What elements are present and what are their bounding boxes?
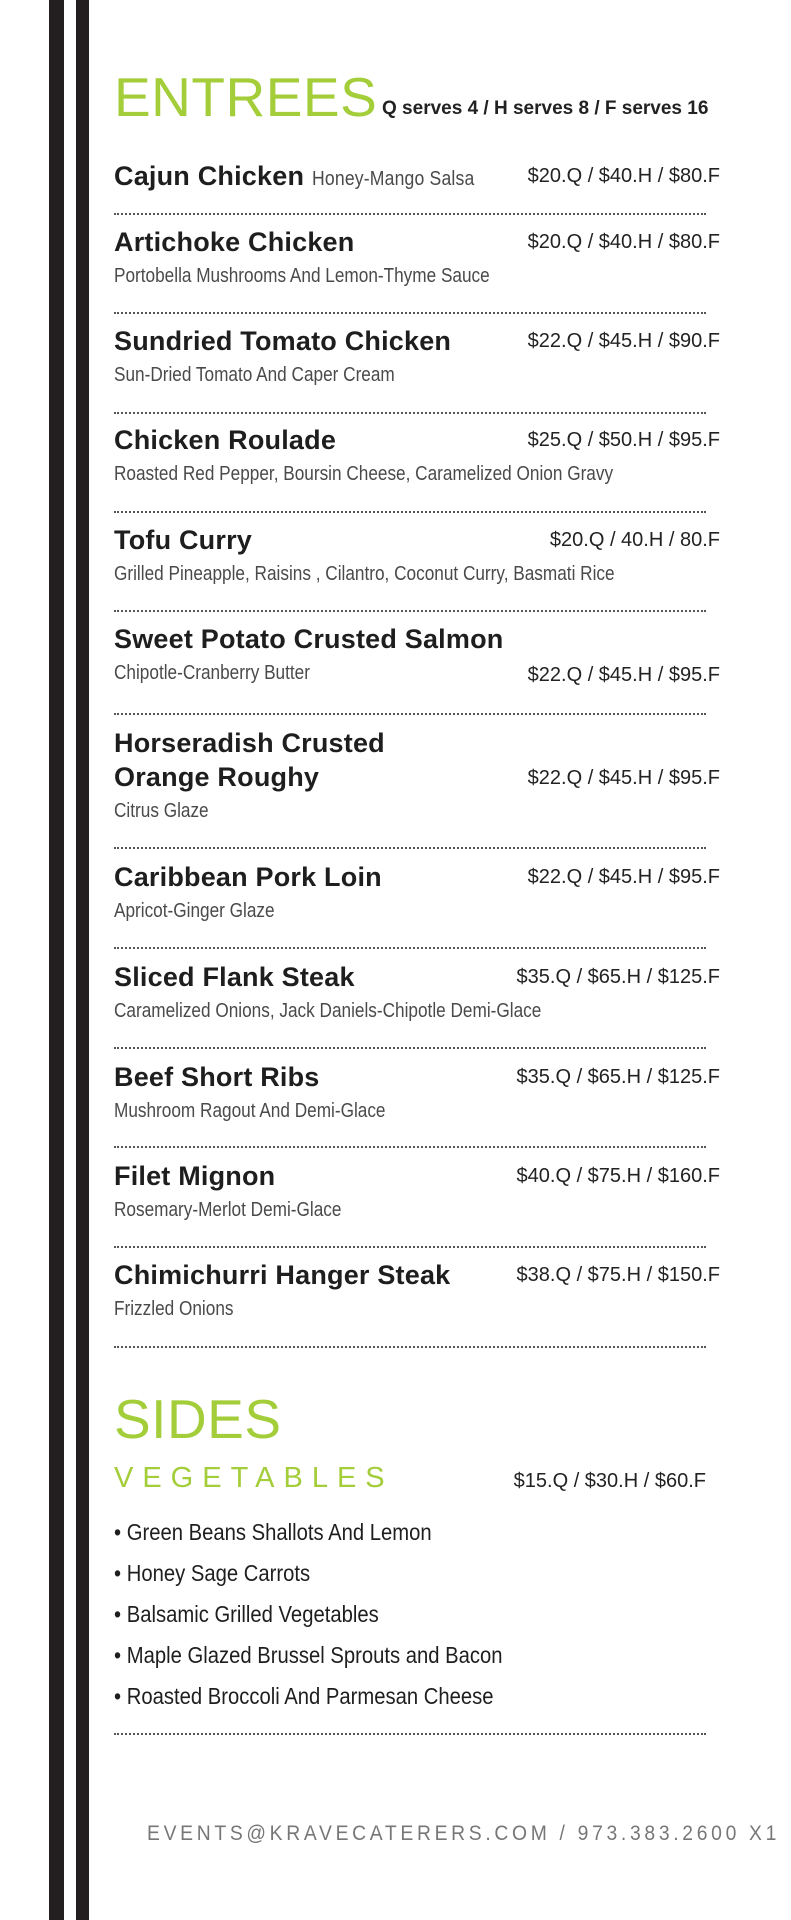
dotted-divider (114, 412, 706, 414)
item-description: Apricot-Ginger Glaze (114, 900, 275, 922)
dotted-divider (114, 1146, 706, 1148)
list-item: • Roasted Broccoli And Parmesan Cheese (114, 1683, 494, 1709)
item-name: Sweet Potato Crusted Salmon (114, 624, 504, 654)
list-item: • Balsamic Grilled Vegetables (114, 1601, 379, 1627)
item-price: $22.Q / $45.H / $95.F (527, 767, 720, 789)
item-description: Grilled Pineapple, Raisins , Cilantro, Coconut Curry, Basmati Rice (114, 563, 615, 585)
menu-item (114, 523, 720, 587)
menu-item (114, 726, 720, 824)
item-description: Portobella Mushrooms And Lemon-Thyme Sauce (114, 265, 490, 287)
vegetables-price: $15.Q / $30.H / $60.F (513, 1470, 706, 1492)
item-description: Rosemary-Merlot Demi-Glace (114, 1199, 342, 1221)
dotted-divider (114, 610, 706, 612)
dotted-divider (114, 1733, 706, 1735)
menu-item (114, 324, 720, 388)
menu-item (114, 622, 720, 686)
item-price: $25.Q / $50.H / $95.F (527, 429, 720, 451)
menu-item (114, 1258, 720, 1322)
item-name: Chicken Roulade (114, 425, 337, 455)
menu-item (114, 960, 720, 1024)
left-stripe-outer (49, 0, 64, 1920)
item-name: Tofu Curry (114, 525, 252, 555)
list-item: • Green Beans Shallots And Lemon (114, 1519, 432, 1545)
item-price: $20.Q / 40.H / 80.F (549, 529, 720, 551)
item-description: Roasted Red Pepper, Boursin Cheese, Caramelized Onion Gravy (114, 463, 614, 485)
dotted-divider (114, 947, 706, 949)
item-description: Sun-Dried Tomato And Caper Cream (114, 364, 395, 386)
item-description: Caramelized Onions, Jack Daniels-Chipotle Demi-Glace (114, 1000, 542, 1022)
item-price: $35.Q / $65.H / $125.F (516, 966, 720, 988)
menu-item (114, 159, 720, 196)
item-price: $40.Q / $75.H / $160.F (516, 1165, 720, 1187)
dotted-divider (114, 1047, 706, 1049)
item-price: $22.Q / $45.H / $95.F (527, 664, 720, 686)
sides-title: SIDES (114, 1388, 282, 1450)
menu-item (114, 1159, 720, 1223)
dotted-divider (114, 847, 706, 849)
item-name: Sundried Tomato Chicken (114, 326, 452, 356)
serves-legend: Q serves 4 / H serves 8 / F serves 16 (382, 98, 709, 119)
vegetables-title: VEGETABLES (114, 1462, 394, 1494)
item-price: $22.Q / $45.H / $90.F (527, 330, 720, 352)
left-stripe-inner (76, 0, 89, 1920)
menu-item (114, 423, 720, 487)
item-description: Chipotle-Cranberry Butter (114, 662, 310, 684)
item-price: $20.Q / $40.H / $80.F (527, 165, 720, 187)
contact-footer[interactable]: EVENTS@KRAVECATERERS.COM / 973.383.2600 X1 (147, 1822, 781, 1845)
item-description: Frizzled Onions (114, 1298, 234, 1320)
item-name: Caribbean Pork Loin (114, 862, 382, 892)
item-name: Sliced Flank Steak (114, 962, 355, 992)
entrees-title: ENTREES (114, 66, 378, 128)
list-item: • Honey Sage Carrots (114, 1560, 311, 1586)
item-name: Artichoke Chicken (114, 227, 355, 257)
list-item: • Maple Glazed Brussel Sprouts and Bacon (114, 1642, 503, 1668)
item-price: $20.Q / $40.H / $80.F (527, 231, 720, 253)
dotted-divider (114, 213, 706, 215)
dotted-divider (114, 511, 706, 513)
item-name-line1: Horseradish Crusted (114, 728, 385, 758)
menu-item (114, 860, 720, 924)
menu-item (114, 225, 720, 289)
item-name: Chimichurri Hanger Steak (114, 1260, 451, 1290)
menu-item (114, 1060, 720, 1124)
dotted-divider (114, 1246, 706, 1248)
item-name: Cajun Chicken (114, 161, 305, 191)
item-name: Filet Mignon (114, 1161, 276, 1191)
item-price: $35.Q / $65.H / $125.F (516, 1066, 720, 1088)
item-price: $38.Q / $75.H / $150.F (516, 1264, 720, 1286)
item-description: Citrus Glaze (114, 800, 209, 822)
item-name: Beef Short Ribs (114, 1062, 320, 1092)
item-description: Honey-Mango Salsa (312, 168, 475, 190)
vegetables-list (114, 1512, 555, 1717)
dotted-divider (114, 1346, 706, 1348)
item-description: Mushroom Ragout And Demi-Glace (114, 1100, 386, 1122)
dotted-divider (114, 713, 706, 715)
item-name-line2: Orange Roughy (114, 762, 320, 792)
item-price: $22.Q / $45.H / $95.F (527, 866, 720, 888)
dotted-divider (114, 312, 706, 314)
